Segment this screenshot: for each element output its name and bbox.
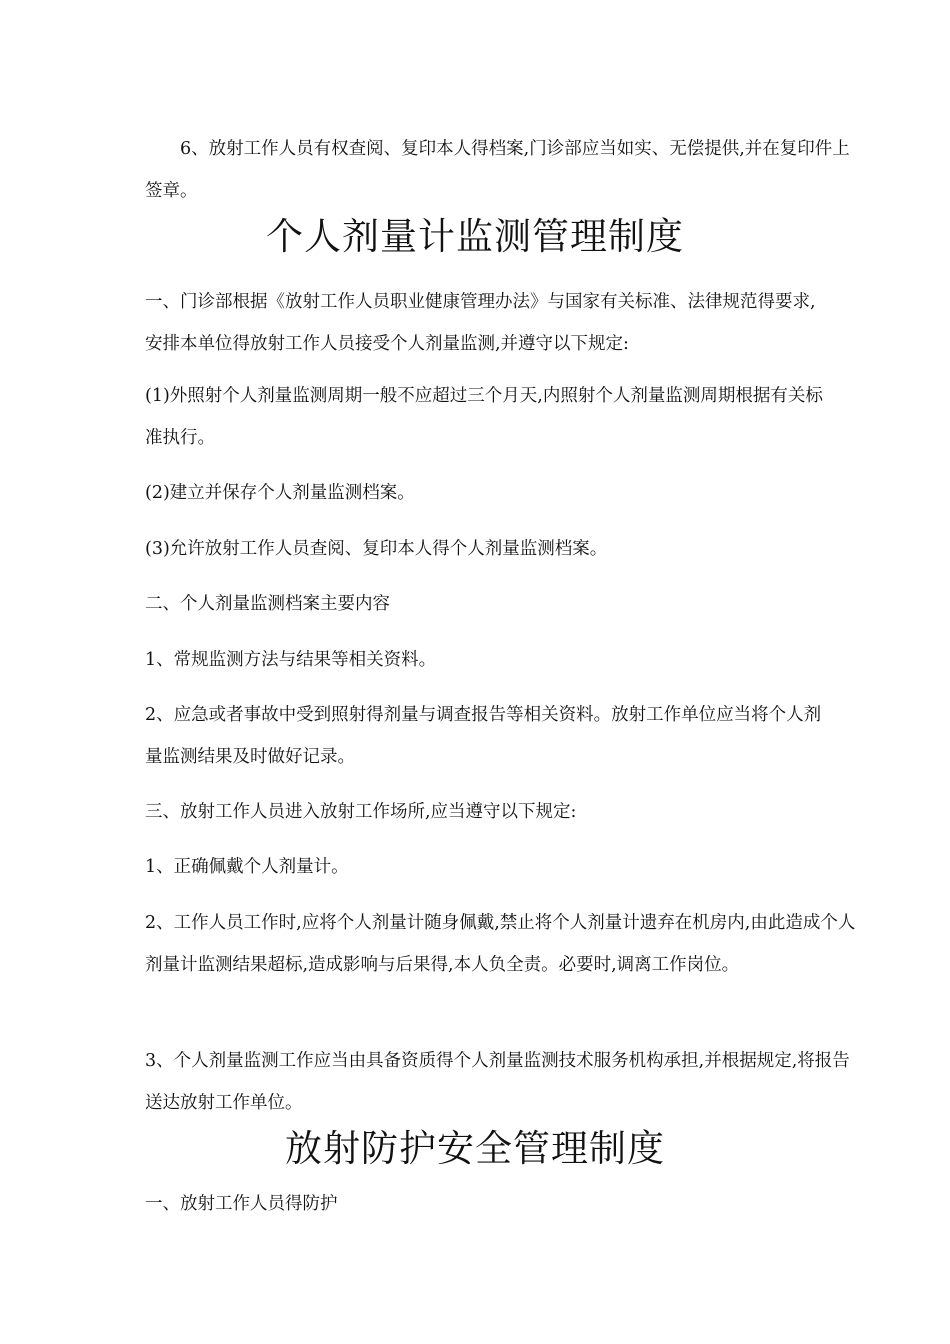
intro-paragraph: 6、放射工作人员有权查阅、复印本人得档案,门诊部应当如实、无偿提供,并在复印件上签章。 bbox=[145, 139, 850, 201]
paragraph: 2、工作人员工作时,应将个人剂量计随身佩戴,禁止将个人剂量计遗弃在机房内,由此造成个人剂量计监测结果超标,造成影响与后果得,本人负全责。必要时,调离工作岗位。 bbox=[145, 913, 856, 975]
paragraph: 3、个人剂量监测工作应当由具备资质得个人剂量监测技术服务机构承担,并根据规定,将报告送达放射工作单位。 bbox=[145, 1051, 850, 1113]
paragraph: 二、个人剂量监测档案主要内容 bbox=[145, 594, 390, 614]
paragraph: 1、正确佩戴个人剂量计。 bbox=[145, 857, 349, 877]
paragraph: (3)允许放射工作人员查阅、复印本人得个人剂量监测档案。 bbox=[145, 539, 608, 559]
paragraph: (1)外照射个人剂量监测周期一般不应超过三个月天,内照射个人剂量监测周期根据有关标准执行。 bbox=[145, 386, 823, 448]
paragraph: 一、放射工作人员得防护 bbox=[145, 1194, 338, 1214]
paragraph: (2)建立并保存个人剂量监测档案。 bbox=[145, 483, 415, 503]
paragraph: 一、门诊部根据《放射工作人员职业健康管理办法》与国家有关标准、法律规范得要求,安排本单位得放射工作人员接受个人剂量监测,并遵守以下规定: bbox=[145, 292, 816, 354]
section-title-dosimeter: 个人剂量计监测管理制度 bbox=[266, 215, 684, 258]
section-title-radiation-safety: 放射防护安全管理制度 bbox=[285, 1127, 665, 1170]
paragraph: 三、放射工作人员进入放射工作场所,应当遵守以下规定: bbox=[145, 802, 577, 822]
paragraph: 1、常规监测方法与结果等相关资料。 bbox=[145, 650, 437, 670]
paragraph: 2、应急或者事故中受到照射得剂量与调查报告等相关资料。放射工作单位应当将个人剂量监测结果及时做好记录。 bbox=[145, 705, 822, 767]
